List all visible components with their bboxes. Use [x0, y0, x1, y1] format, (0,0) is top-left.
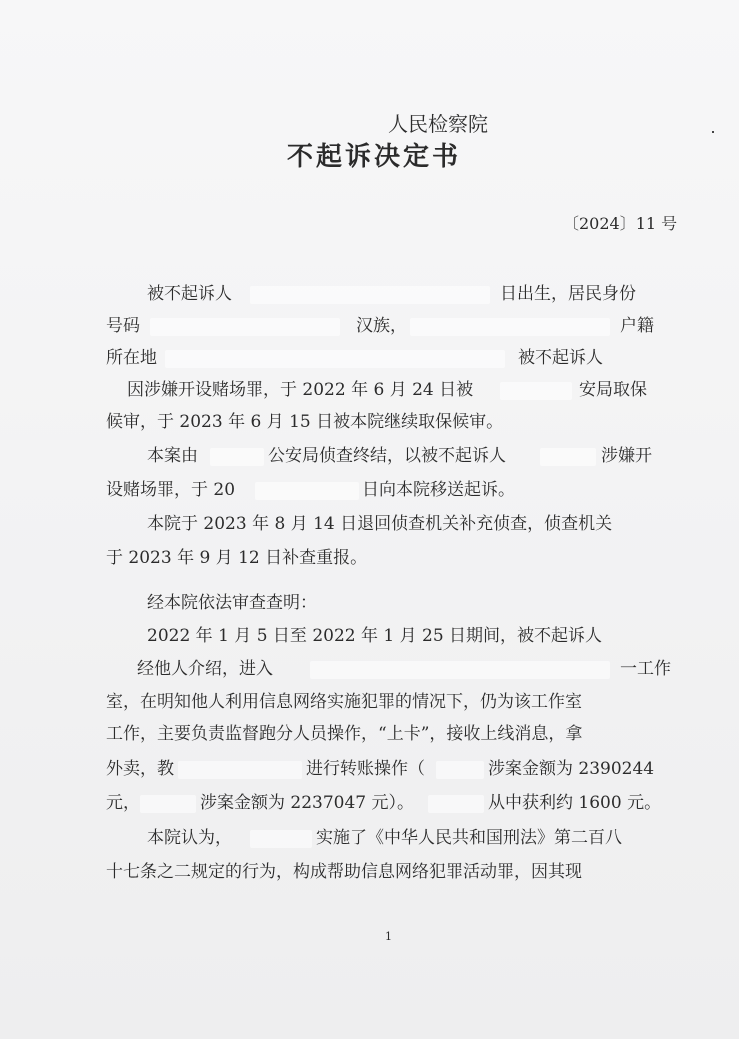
redaction: [150, 318, 340, 336]
text-facts-line-5a: 外卖，教: [106, 759, 174, 779]
text-return-line-2: 于 2023 年 9 月 12 日补查重报。: [106, 548, 368, 568]
text-bail-line-2: 候审，于 2023 年 6 月 15 日被本院继续取保候审。: [106, 412, 504, 432]
text-return-line-1: 本院于 2023 年 8 月 14 日退回侦查机关补充侦查，侦查机关: [147, 514, 613, 534]
text-facts-line-4: 工作，主要负责监督跑分人员操作，“上卡”，接收上线消息，拿: [106, 724, 583, 744]
text-defendant-label-2: 被不起诉人: [518, 348, 603, 368]
redaction: [210, 448, 264, 466]
text-number-label: 号码: [106, 316, 140, 336]
text-opinion-line-1a: 本院认为，: [147, 828, 232, 848]
text-opinion-line-2: 十七条之二规定的行为，构成帮助信息网络犯罪活动罪，因其现: [106, 862, 582, 882]
text-facts-line-6b: 涉案金额为 2237047 元）。: [200, 793, 415, 813]
redaction: [250, 830, 312, 848]
redaction: [540, 448, 596, 466]
redaction: [178, 761, 302, 779]
text-defendant-label: 被不起诉人: [147, 284, 232, 304]
redaction: [436, 761, 484, 779]
text-case-suspected: 涉嫌开: [601, 446, 652, 466]
redaction: [428, 795, 484, 813]
text-facts-line-5c: 涉案金额为 2390244: [488, 759, 655, 779]
text-case-investigation: 公安局侦查终结，以被不起诉人: [268, 446, 506, 466]
text-case-transfer: 日向本院移送起诉。: [362, 480, 515, 500]
redaction: [310, 661, 610, 679]
redaction: [165, 350, 505, 368]
redaction: [410, 318, 610, 336]
redaction: [250, 286, 490, 304]
speck-mark: [712, 131, 714, 133]
text-facts-line-3: 室，在明知他人利用信息网络实施犯罪的情况下，仍为该工作室: [106, 692, 582, 712]
page-number: 1: [385, 930, 392, 943]
text-facts-line-6c: 从中获利约 1600 元。: [488, 793, 662, 813]
procuratorate-name: 人民检察院: [388, 112, 488, 136]
text-bail-line-1b: 安局取保: [579, 380, 647, 400]
text-opinion-line-1b: 实施了《中华人民共和国刑法》第二百八: [316, 828, 622, 848]
text-case-charge: 设赌场罪，于 20: [106, 480, 236, 500]
text-review-heading: 经本院依法审查查明：: [147, 593, 317, 613]
text-facts-line-2b: 一工作: [620, 659, 671, 679]
redaction: [500, 382, 572, 400]
text-birth-id: 日出生，居民身份: [500, 284, 636, 304]
text-case-by: 本案由: [147, 446, 198, 466]
document-number: 〔2024〕11 号: [563, 214, 678, 233]
text-facts-line-5b: 进行转账操作（: [306, 759, 425, 779]
redaction: [255, 482, 359, 500]
text-bail-line-1: 因涉嫌开设赌场罪，于 2022 年 6 月 24 日被: [127, 380, 474, 400]
text-facts-line-6a: 元，: [106, 793, 140, 813]
text-facts-line-1: 2022 年 1 月 5 日至 2022 年 1 月 25 日期间，被不起诉人: [147, 626, 603, 646]
text-household-label: 户籍: [620, 316, 654, 336]
text-ethnicity: 汉族，: [356, 316, 407, 336]
text-facts-line-2a: 经他人介绍，进入: [137, 659, 273, 679]
text-location-label: 所在地: [106, 348, 157, 368]
redaction: [140, 795, 196, 813]
document-title: 不起诉决定书: [287, 142, 462, 172]
